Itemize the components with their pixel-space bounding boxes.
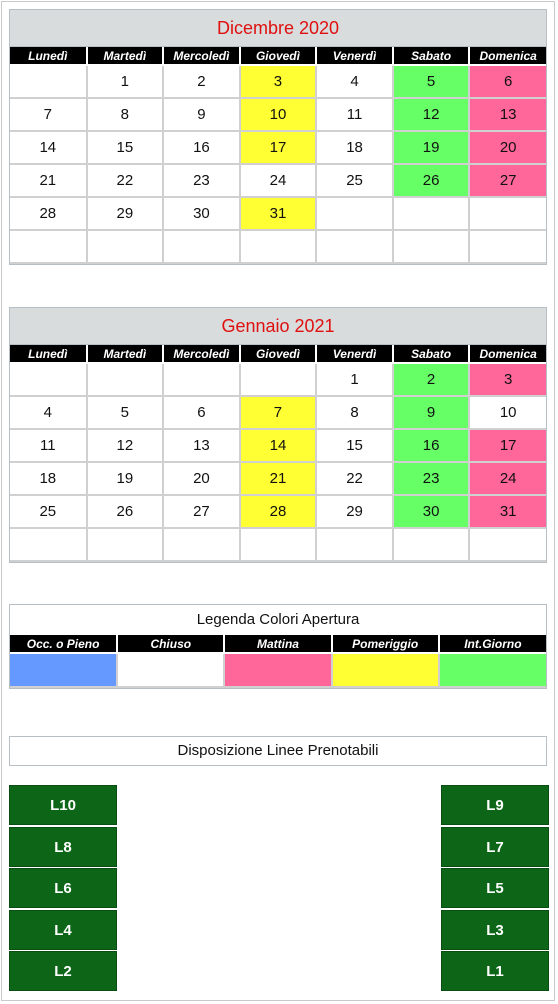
- calendar-day-cell[interactable]: 29: [316, 495, 393, 528]
- calendar-day-cell[interactable]: 28: [10, 197, 87, 230]
- calendar-day-cell[interactable]: 1: [87, 65, 164, 98]
- calendar-day-cell[interactable]: 1: [316, 363, 393, 396]
- calendar-day-cell[interactable]: 7: [10, 98, 87, 131]
- calendar-empty-cell: [240, 528, 317, 561]
- line-button-l5[interactable]: L5: [441, 868, 549, 908]
- calendar-day-cell[interactable]: 21: [240, 462, 317, 495]
- calendar-week-row: [10, 495, 546, 528]
- legend-swatch: [332, 653, 439, 687]
- calendar-day-cell[interactable]: 7: [240, 396, 317, 429]
- lines-left-column: [9, 785, 117, 993]
- calendar-title: Gennaio 2021: [10, 308, 546, 345]
- calendar-day-cell[interactable]: 31: [469, 495, 546, 528]
- calendar-empty-cell: [469, 230, 546, 263]
- calendar-empty-cell: [10, 65, 87, 98]
- calendar-day-cell[interactable]: 13: [163, 429, 240, 462]
- calendar-empty-cell: [163, 528, 240, 561]
- legend-box: [9, 604, 547, 689]
- weekday-header: Martedì: [87, 47, 164, 65]
- calendar-empty-cell: [87, 528, 164, 561]
- calendar-day-cell[interactable]: 20: [163, 462, 240, 495]
- calendar-day-cell[interactable]: 16: [163, 131, 240, 164]
- legend-label: Occ. o Pieno: [10, 635, 117, 653]
- calendar-week-row: [10, 363, 546, 396]
- calendar-day-cell[interactable]: 17: [240, 131, 317, 164]
- calendar-empty-cell: [316, 197, 393, 230]
- calendar-empty-cell: [393, 528, 470, 561]
- line-button-l6[interactable]: L6: [9, 868, 117, 908]
- calendar-day-cell[interactable]: 27: [163, 495, 240, 528]
- lines-title: Disposizione Linee Prenotabili: [177, 742, 379, 759]
- calendar-empty-cell: [163, 230, 240, 263]
- weekday-header: Domenica: [469, 345, 546, 363]
- calendar-day-cell[interactable]: 8: [87, 98, 164, 131]
- calendar-empty-cell: [10, 528, 87, 561]
- calendar-day-cell[interactable]: 9: [393, 396, 470, 429]
- calendar-day-cell[interactable]: 3: [240, 65, 317, 98]
- calendar-day-cell[interactable]: 23: [393, 462, 470, 495]
- calendar-day-cell[interactable]: 25: [10, 495, 87, 528]
- calendar-day-cell[interactable]: 21: [10, 164, 87, 197]
- weekday-header: Sabato: [393, 47, 470, 65]
- calendar-title: Dicembre 2020: [10, 10, 546, 47]
- calendar-empty-cell: [469, 197, 546, 230]
- calendar-day-cell[interactable]: 31: [240, 197, 317, 230]
- line-button-l1[interactable]: L1: [441, 951, 549, 991]
- calendar-day-cell[interactable]: 14: [240, 429, 317, 462]
- weekday-header: Giovedì: [240, 47, 317, 65]
- calendar-day-cell[interactable]: 2: [393, 363, 470, 396]
- line-button-l8[interactable]: L8: [9, 827, 117, 867]
- calendar-week-row: [10, 98, 546, 131]
- calendar-day-cell[interactable]: 27: [469, 164, 546, 197]
- calendar-week-row: [10, 528, 546, 561]
- weekday-header: Venerdì: [316, 47, 393, 65]
- calendar-empty-cell: [240, 230, 317, 263]
- calendar-day-cell[interactable]: 12: [87, 429, 164, 462]
- calendar-day-cell[interactable]: 9: [163, 98, 240, 131]
- weekday-header: Giovedì: [240, 345, 317, 363]
- calendar-day-cell[interactable]: 18: [10, 462, 87, 495]
- calendar-january-2021: [9, 307, 547, 563]
- line-button-l10[interactable]: L10: [9, 785, 117, 825]
- calendar-week-row: [10, 429, 546, 462]
- calendar-day-cell[interactable]: 12: [393, 98, 470, 131]
- weekday-header: Venerdì: [316, 345, 393, 363]
- weekday-header: Mercoledì: [163, 345, 240, 363]
- calendar-december-2020: [9, 9, 547, 265]
- calendar-body: [10, 65, 546, 263]
- legend-swatch: [439, 653, 546, 687]
- legend-swatch: [224, 653, 331, 687]
- weekday-header: Lunedì: [10, 345, 87, 363]
- weekday-header: Mercoledì: [163, 47, 240, 65]
- weekday-header-row: [10, 47, 546, 65]
- calendar-day-cell[interactable]: 8: [316, 396, 393, 429]
- calendar-day-cell[interactable]: 5: [87, 396, 164, 429]
- calendar-empty-cell: [469, 528, 546, 561]
- calendar-empty-cell: [240, 363, 317, 396]
- calendar-day-cell[interactable]: 20: [469, 131, 546, 164]
- line-button-l4[interactable]: L4: [9, 910, 117, 950]
- calendar-day-cell[interactable]: 2: [163, 65, 240, 98]
- line-button-l2[interactable]: L2: [9, 951, 117, 991]
- calendar-empty-cell: [163, 363, 240, 396]
- calendar-day-cell[interactable]: 19: [393, 131, 470, 164]
- calendar-empty-cell: [316, 230, 393, 263]
- calendar-day-cell[interactable]: 29: [87, 197, 164, 230]
- calendar-week-row: [10, 131, 546, 164]
- line-button-l3[interactable]: L3: [441, 910, 549, 950]
- calendar-empty-cell: [10, 230, 87, 263]
- calendar-day-cell[interactable]: 17: [469, 429, 546, 462]
- calendar-week-row: [10, 462, 546, 495]
- calendar-day-cell[interactable]: 23: [163, 164, 240, 197]
- calendar-day-cell[interactable]: 10: [240, 98, 317, 131]
- calendar-day-cell[interactable]: 19: [87, 462, 164, 495]
- weekday-header: Domenica: [469, 47, 546, 65]
- calendar-empty-cell: [393, 197, 470, 230]
- calendar-day-cell[interactable]: 15: [87, 131, 164, 164]
- legend-title: Legenda Colori Apertura: [196, 611, 360, 628]
- calendar-grid: [10, 345, 546, 562]
- calendar-week-row: [10, 230, 546, 263]
- calendar-grid: [10, 47, 546, 264]
- calendar-day-cell[interactable]: 18: [316, 131, 393, 164]
- calendar-day-cell[interactable]: 4: [10, 396, 87, 429]
- legend-label: Mattina: [224, 635, 331, 653]
- calendar-day-cell[interactable]: 28: [240, 495, 317, 528]
- legend-swatch-row: [10, 653, 546, 687]
- calendar-week-row: [10, 164, 546, 197]
- line-button-l7[interactable]: L7: [441, 827, 549, 867]
- calendar-day-cell[interactable]: 11: [10, 429, 87, 462]
- line-button-l9[interactable]: L9: [441, 785, 549, 825]
- legend-grid: [10, 635, 546, 688]
- calendar-empty-cell: [316, 528, 393, 561]
- calendar-day-cell[interactable]: 24: [240, 164, 317, 197]
- lines-right-column: [441, 785, 549, 993]
- calendar-week-row: [10, 65, 546, 98]
- calendar-empty-cell: [393, 230, 470, 263]
- legend-swatch: [117, 653, 224, 687]
- weekday-header: Lunedì: [10, 47, 87, 65]
- calendar-day-cell[interactable]: 30: [393, 495, 470, 528]
- legend-label: Pomeriggio: [332, 635, 439, 653]
- calendar-day-cell[interactable]: 25: [316, 164, 393, 197]
- calendar-week-row: [10, 396, 546, 429]
- calendar-day-cell[interactable]: 22: [316, 462, 393, 495]
- calendar-empty-cell: [87, 363, 164, 396]
- calendar-day-cell[interactable]: 14: [10, 131, 87, 164]
- calendar-day-cell[interactable]: 4: [316, 65, 393, 98]
- weekday-header: Sabato: [393, 345, 470, 363]
- calendar-day-cell[interactable]: 15: [316, 429, 393, 462]
- calendar-day-cell[interactable]: 26: [87, 495, 164, 528]
- calendar-empty-cell: [87, 230, 164, 263]
- calendar-body: [10, 363, 546, 561]
- calendar-day-cell[interactable]: 30: [163, 197, 240, 230]
- calendar-day-cell[interactable]: 10: [469, 396, 546, 429]
- calendar-day-cell[interactable]: 11: [316, 98, 393, 131]
- calendar-day-cell[interactable]: 22: [87, 164, 164, 197]
- calendar-day-cell[interactable]: 3: [469, 363, 546, 396]
- weekday-header-row: [10, 345, 546, 363]
- calendar-week-row: [10, 197, 546, 230]
- calendar-day-cell[interactable]: 16: [393, 429, 470, 462]
- legend-label: Int.Giorno: [439, 635, 546, 653]
- legend-swatch: [10, 653, 117, 687]
- calendar-day-cell[interactable]: 6: [469, 65, 546, 98]
- calendar-day-cell[interactable]: 24: [469, 462, 546, 495]
- calendar-day-cell[interactable]: 13: [469, 98, 546, 131]
- calendar-empty-cell: [10, 363, 87, 396]
- calendar-day-cell[interactable]: 26: [393, 164, 470, 197]
- legend-header-row: [10, 635, 546, 653]
- weekday-header: Martedì: [87, 345, 164, 363]
- lines-title-box: [9, 736, 547, 766]
- calendar-day-cell[interactable]: 6: [163, 396, 240, 429]
- legend-label: Chiuso: [117, 635, 224, 653]
- calendar-day-cell[interactable]: 5: [393, 65, 470, 98]
